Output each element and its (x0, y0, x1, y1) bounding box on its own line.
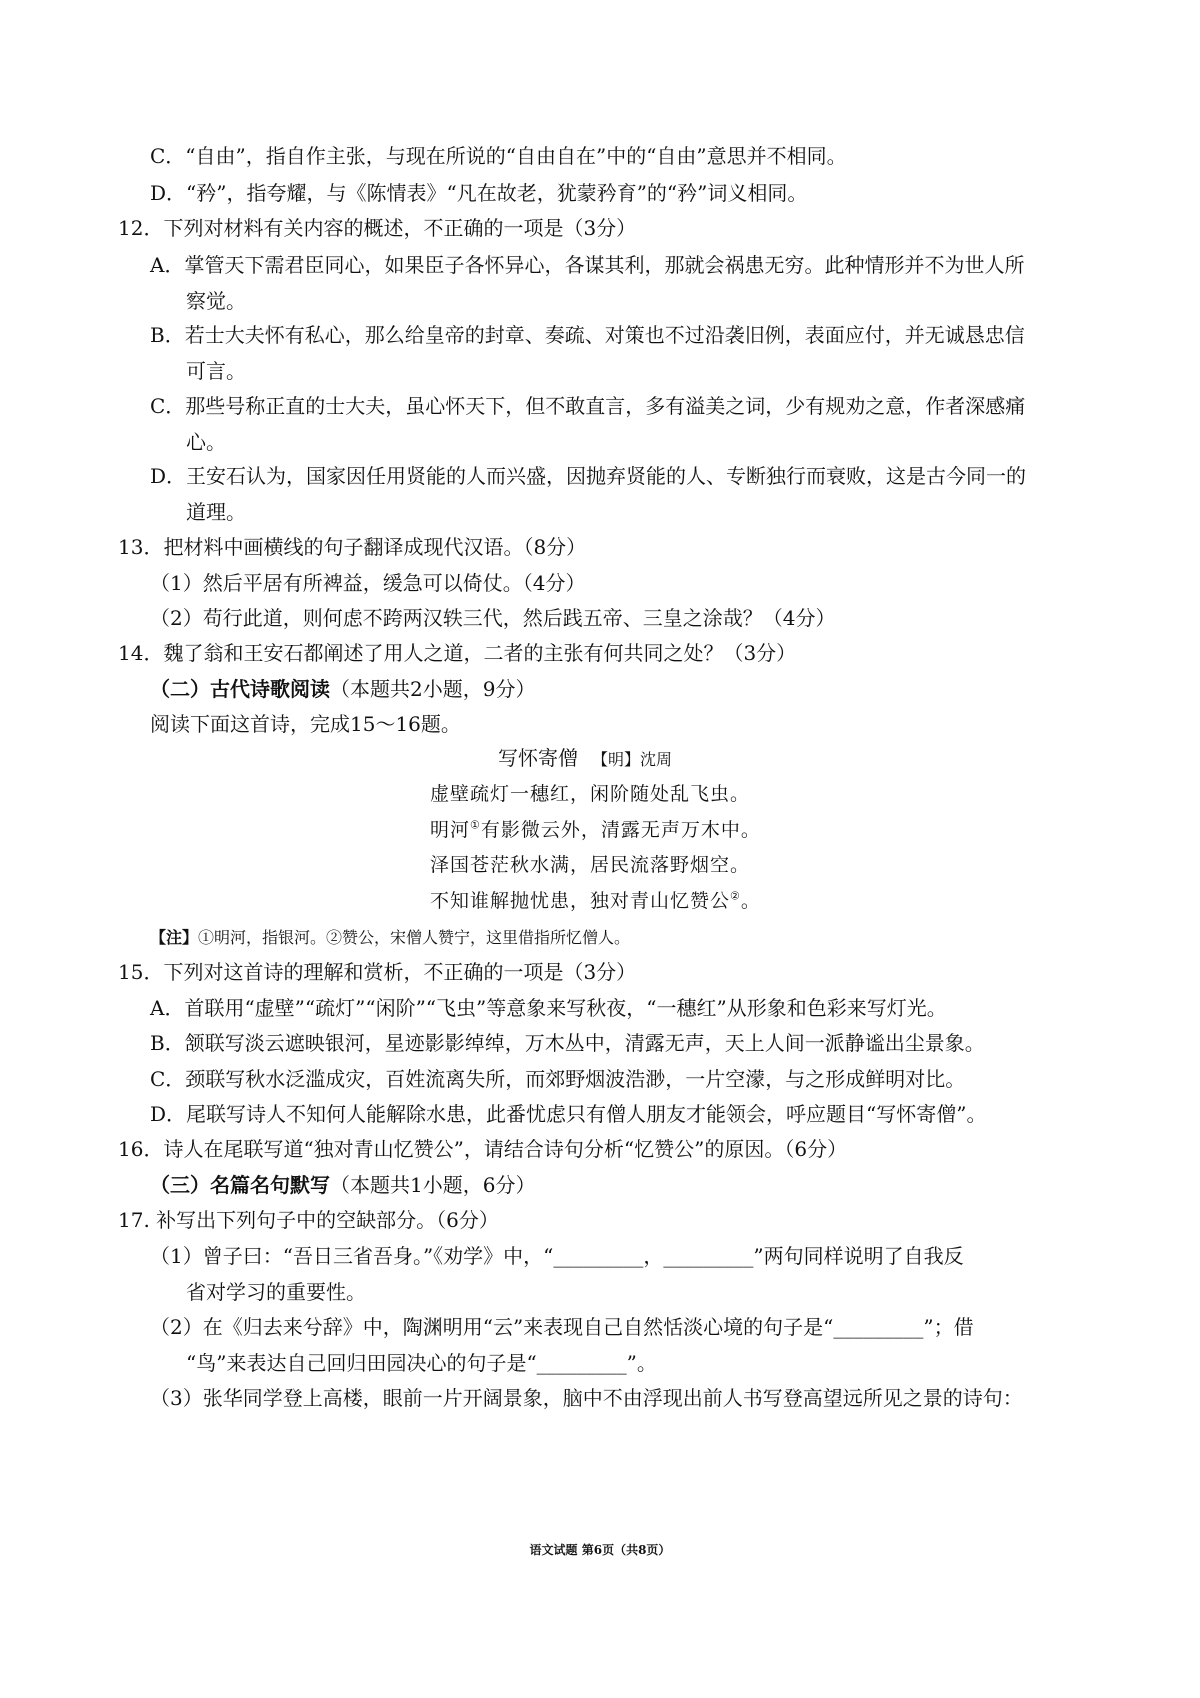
q11-option-d: D．“矜”，指夸耀，与《陈情表》“凡在故老，犹蒙矜育”的“矜”词义相同。 (150, 181, 808, 205)
section-3-info: （本题共1小题，6分） (330, 1173, 536, 1197)
q15-option-a: A．首联用“虚壁”“疏灯”“闲阶”“飞虫”等意象来写秋夜，“一穗红”从形象和色彩来写灯光。 (150, 996, 947, 1020)
section-2-heading (150, 676, 535, 702)
q11-option-c: C．“自由”，指自作主张，与现在所说的“自由自在”中的“自由”意思并不相同。 (150, 144, 847, 168)
q17-sub-2-cont: “鸟”来表达自己回归田园决心的句子是“_________”。 (186, 1351, 657, 1375)
poem-note-mark-2: ② (730, 889, 741, 903)
q14-stem: 14．魏了翁和王安石都阐述了用人之道，二者的主张有何共同之处？（3分） (118, 641, 797, 665)
section-2-intro: 阅读下面这首诗，完成15～16题。 (150, 712, 461, 736)
page-footer: 语文试题 第6页（共8页） (529, 1543, 671, 1557)
q12-option-b-cont: 可言。 (186, 359, 246, 383)
section-2-info: （本题共2小题，9分） (330, 677, 536, 701)
q12-stem: 12．下列对材料有关内容的概述，不正确的一项是（3分） (118, 216, 637, 240)
q12-option-b: B．若士大夫怀有私心，那么给皇帝的封章、奏疏、对策也不过沿袭旧例，表面应付，并无诚恳忠信 (150, 323, 1025, 347)
q17-stem: 17. 补写出下列句子中的空缺部分。（6分） (118, 1208, 499, 1232)
poem-note-mark-1: ① (470, 818, 481, 832)
poem-line-4-a: 不知谁解抛忧患，独对青山忆赞公 (430, 890, 731, 912)
poem-line-2-b: 有影微云外，清露无声万木中。 (480, 819, 761, 841)
q12-option-a-cont: 察觉。 (186, 289, 246, 313)
poem-line-2-a: 明河 (430, 819, 471, 841)
q13-sub-1: （1）然后平居有所裨益，缓急可以倚仗。（4分） (150, 571, 586, 595)
q12-option-a: A．掌管天下需君臣同心，如果臣子各怀异心，各谋其利，那就会祸患无穷。此种情形并不为世人所 (150, 253, 1025, 277)
q13-stem: 13．把材料中画横线的句子翻译成现代汉语。（8分） (118, 535, 587, 559)
poem-title-line (498, 745, 672, 773)
q15-stem: 15．下列对这首诗的理解和赏析，不正确的一项是（3分） (118, 960, 637, 984)
q12-option-c: C．那些号称正直的士大夫，虽心怀天下，但不敢直言，多有溢美之词，少有规劝之意，作者深感痛 (150, 394, 1026, 418)
q15-option-b: B．颔联写淡云遮映银河，星迹影影绰绰，万木丛中，清露无声，天上人间一派静谧出尘景象。 (150, 1031, 985, 1055)
q12-option-d-cont: 道理。 (186, 500, 246, 524)
poem-line-4-b: 。 (740, 890, 761, 912)
q16-stem: 16．诗人在尾联写道“独对青山忆赞公”，请结合诗句分析“忆赞公”的原因。（6分） (118, 1137, 848, 1161)
q17-sub-1-cont: 省对学习的重要性。 (186, 1280, 366, 1304)
section-2-title: （二）古代诗歌阅读 (150, 677, 330, 701)
annotation-text: ①明河，指银河。②赞公，宋僧人赞宁，这里借指所忆僧人。 (198, 928, 631, 947)
poem-line-1: 虚壁疏灯一穗红，闲阶随处乱飞虫。 (430, 783, 751, 805)
poem-annotation (150, 925, 630, 951)
section-3-heading (150, 1172, 535, 1198)
q13-sub-2: （2）苟行此道，则何虑不跨两汉轶三代，然后践五帝、三皇之涂哉？（4分） (150, 606, 836, 630)
q17-sub-1: （1）曾子曰：“吾日三省吾身。”《劝学》中，“_________，_________”两句同样说明了自我反 (150, 1244, 964, 1268)
q15-option-d: D．尾联写诗人不知何人能解除水患，此番忧虑只有僧人朋友才能领会，呼应题目“写怀寄僧”。 (150, 1102, 987, 1126)
q12-option-c-cont: 心。 (186, 430, 226, 454)
poem-line-3: 泽国苍茫秋水满，居民流落野烟空。 (430, 854, 751, 876)
poem-title: 写怀寄僧 (498, 746, 578, 770)
q17-sub-3: （3）张华同学登上高楼，眼前一片开阔景象，脑中不由浮现出前人书写登高望远所见之景的诗句： (150, 1386, 1023, 1410)
q12-option-d: D．王安石认为，国家因任用贤能的人而兴盛，因抛弃贤能的人、专断独行而衰败，这是古今同一的 (150, 464, 1027, 488)
poem-author: 【明】沈周 (592, 750, 673, 769)
q15-option-c: C．颈联写秋水泛滥成灾，百姓流离失所，而郊野烟波浩渺，一片空濛，与之形成鲜明对比。 (150, 1067, 966, 1091)
section-3-title: （三）名篇名句默写 (150, 1173, 330, 1197)
annotation-label: 【注】 (150, 928, 199, 947)
q17-sub-2: （2）在《归去来兮辞》中，陶渊明用“云”来表现自己自然恬淡心境的句子是“_________”；借 (150, 1315, 974, 1339)
poem-line-4 (430, 888, 761, 914)
poem-line-2 (430, 817, 761, 843)
